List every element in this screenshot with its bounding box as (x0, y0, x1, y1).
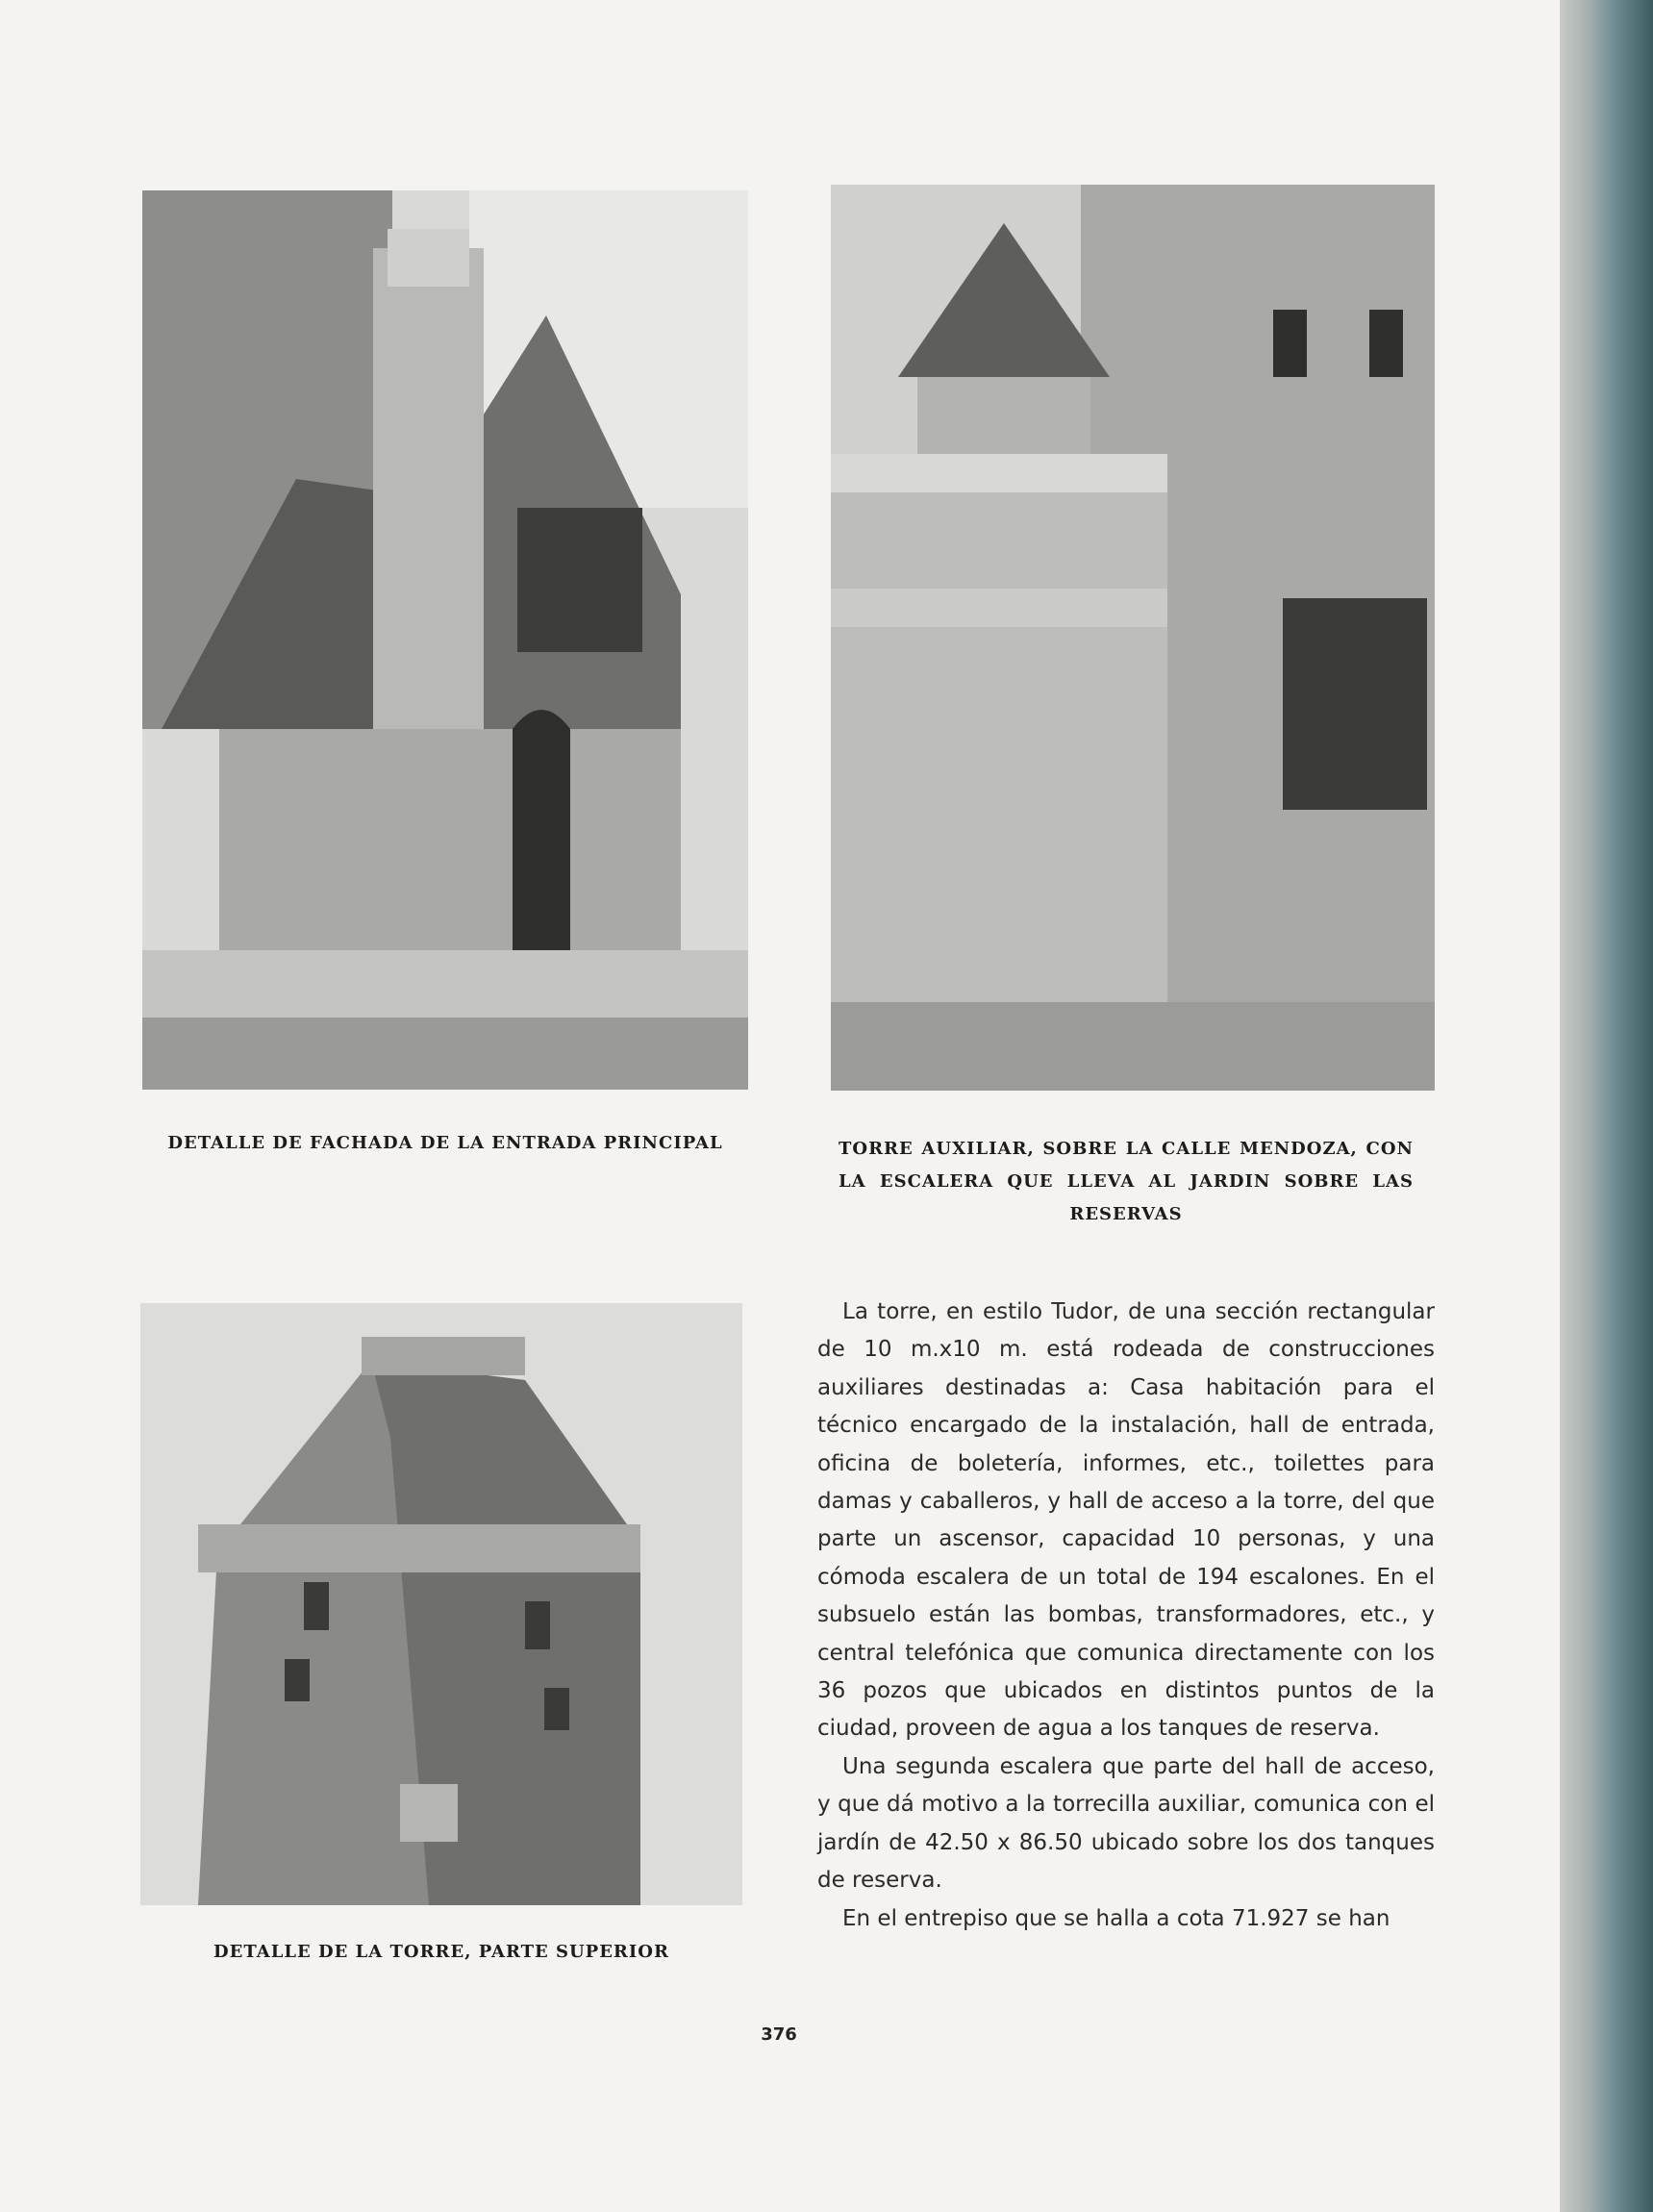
paragraph: Una segunda escalera que parte del hall de acceso, y que dá motivo a la torrecilla auxiliar, comunica con el jardín de 42.50 x 86.50 ubicado sobre los dos tanques de reserva. (817, 1753, 1435, 1894)
page-number: 376 (761, 2024, 797, 2045)
entrance-facade-caption: DETALLE DE FACHADA DE LA ENTRADA PRINCIPAL (167, 1133, 723, 1153)
paragraph: En el entrepiso que se halla a cota 71.927 se han (842, 1905, 1390, 1931)
auxiliary-tower-caption: TORRE AUXILIAR, SOBRE LA CALLE MENDOZA, CON LA ESCALERA QUE LLEVA AL JARDIN SOBRE LAS RESERVAS (839, 1139, 1414, 1224)
tower-top-photo (140, 1303, 742, 1905)
body-text (817, 1294, 1435, 1938)
entrance-facade-photo (142, 190, 748, 1090)
book-spine-edge (1560, 0, 1653, 2212)
auxiliary-tower-photo (831, 185, 1435, 1091)
tower-top-caption: DETALLE DE LA TORRE, PARTE SUPERIOR (213, 1942, 669, 1962)
paragraph: La torre, en estilo Tudor, de una sección rectangular de 10 m.x10 m. está rodeada de construcciones auxiliares destinadas a: Casa habitación para el técnico encargado de la instalación, hall de entrada, oficina de boletería, informes, etc., toilettes para damas y caballeros, y hall de acceso a la torre, del que parte un ascensor, capacidad 10 personas, y una cómoda escalera de un total de 194 escalones. En el subsuelo están las bombas, transformadores, etc., y central telefónica que comunica directamente con los 36 pozos que ubicados en distintos puntos de la ciudad, proveen de agua a los tanques de reserva. (817, 1299, 1435, 1742)
